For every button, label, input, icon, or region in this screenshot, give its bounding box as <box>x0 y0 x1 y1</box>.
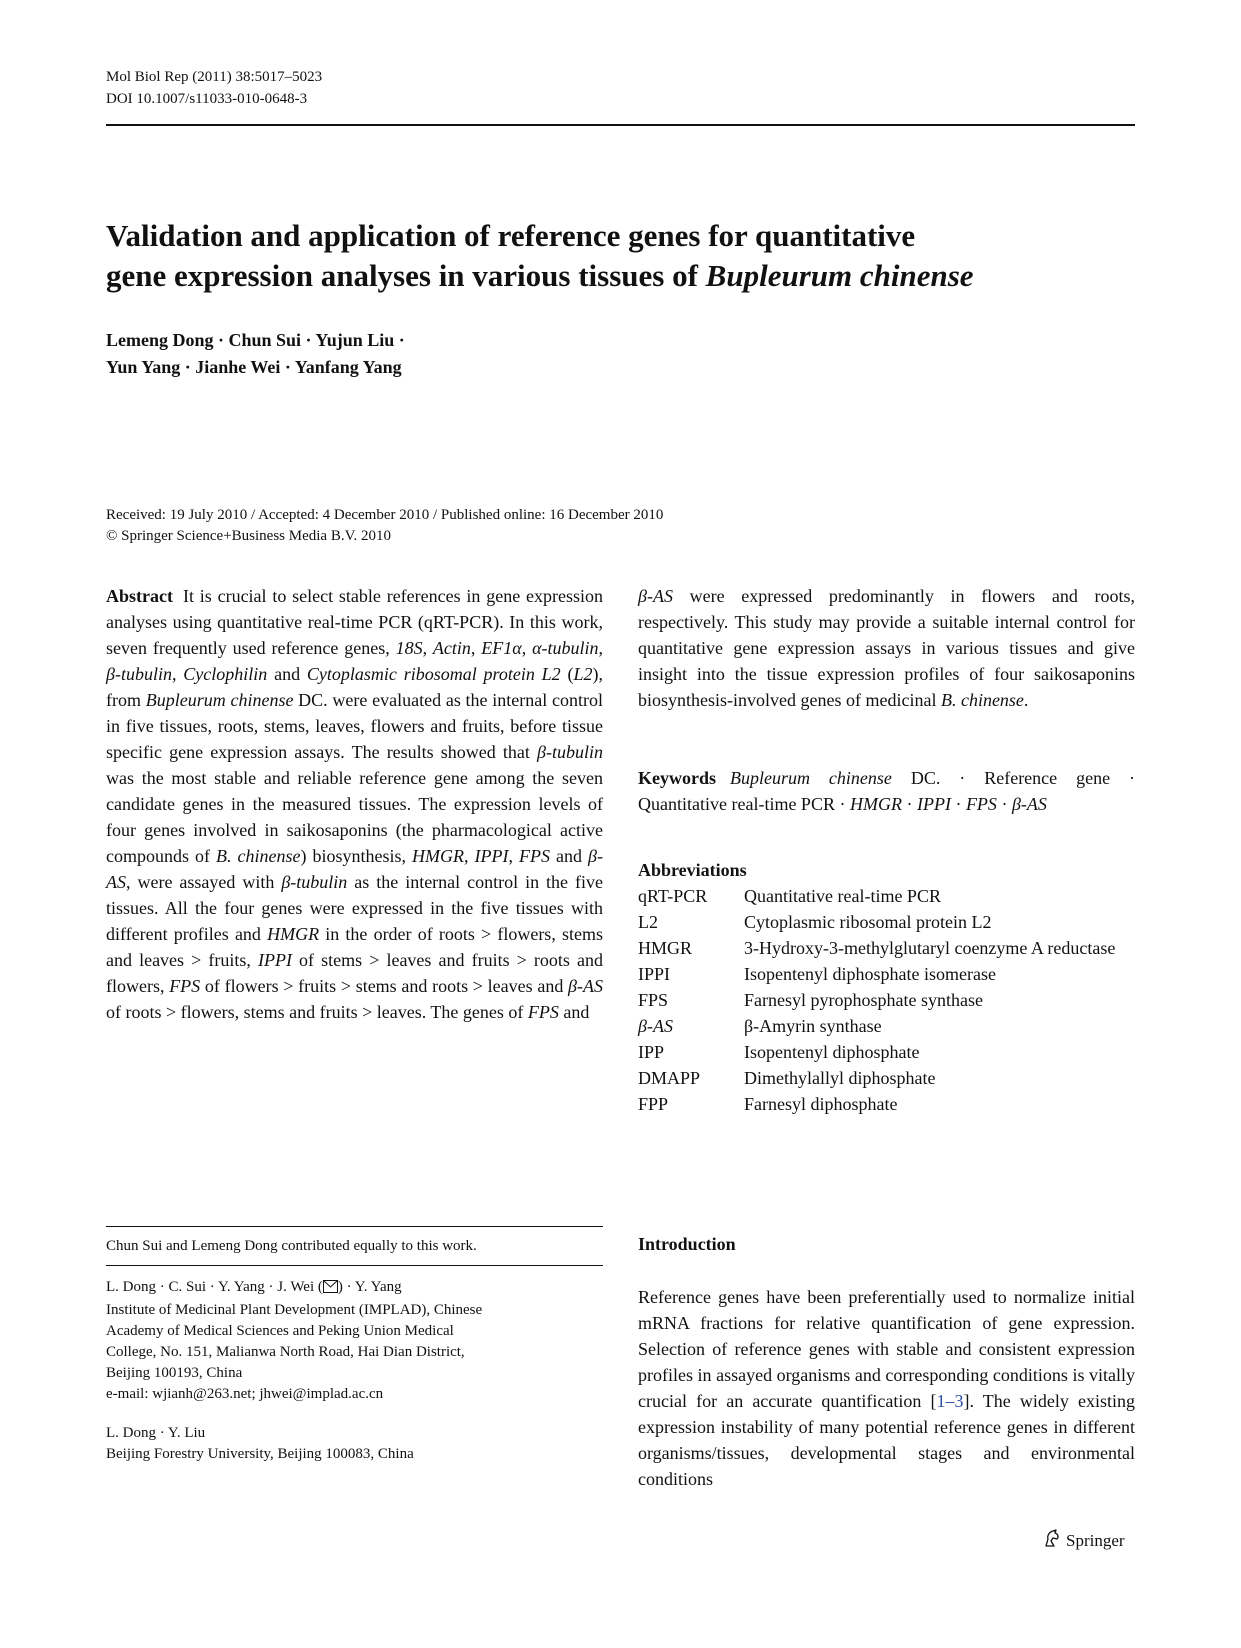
dates: Received: 19 July 2010 / Accepted: 4 December 2010 / Published online: 16 December 2010 <box>106 507 664 523</box>
header-rule <box>106 124 1135 126</box>
article-title <box>106 216 1135 296</box>
citation-link[interactable]: 1–3 <box>936 1391 964 1411</box>
abbreviation-row: β-AS β-Amyrin synthase <box>638 1016 882 1036</box>
journal-citation: Mol Biol Rep (2011) 38:5017–5023 <box>106 69 323 85</box>
envelope-icon <box>323 1279 338 1300</box>
footnote-rule-bottom <box>106 1265 603 1266</box>
abbreviations-list <box>638 883 1135 1117</box>
introduction-heading: Introduction <box>638 1234 736 1254</box>
abstract-label: Abstract <box>106 586 173 606</box>
abbreviation-row: DMAPP Dimethylallyl diphosphate <box>638 1068 936 1088</box>
keywords-label: Keywords <box>638 768 716 788</box>
title-line-1: Validation and application of reference genes for quantitative <box>106 218 916 253</box>
abstract-continued: β-AS were expressed predominantly in flowers and roots, respectively. This study may provide a suitable internal control for quantitative gene expression assays in various tissues and give insight into the tissue expression profiles of four saikosaponins biosynthesis-involved genes of medicinal B. chinense. <box>638 586 1135 710</box>
springer-knight-icon <box>1042 1528 1062 1553</box>
abbreviations-heading: Abbreviations <box>638 860 747 880</box>
email-addresses[interactable]: e-mail: wjianh@263.net; jhwei@implad.ac.cn <box>106 1386 384 1402</box>
abstract: Abstract It is crucial to select stable references in gene expression analyses using quantitative real-time PCR (qRT-PCR). In this work, seven frequently used reference genes, 18S, Actin, EF1α, α-tubulin, β-tubulin, Cyclophilin and Cytoplasmic ribosomal protein L2 (L2), from Bupleurum chinense DC. were evaluated as the internal control in five tissues, roots, stems, leaves, flowers and fruits, before tissue specific gene expression assays. The results showed that β-tubulin was the most stable and reliable reference gene among the seven candidate genes in the measured tissues. The expression levels of four genes involved in saikosaponins (the pharmacological active compounds of B. chinense) biosynthesis, HMGR, IPPI, FPS and β-AS, were assayed with β-tubulin as the internal control in the five tissues. All the four genes were expressed in the five tissues with different profiles and HMGR in the order of roots > flowers, stems and leaves > fruits, IPPI of stems > leaves and fruits > roots and flowers, FPS of flowers > fruits > stems and roots > leaves and β-AS of roots > flowers, stems and fruits > leaves. The genes of FPS and <box>106 586 604 1022</box>
affiliation-1: L. Dong · C. Sui · Y. Yang · J. Wei ( ) · Y. Yang Institute of Medicinal Plant Development (IMPLAD), Chinese Academy of Medical Sciences and Peking Union Medical College, No. 151, Malianwa North Road, Hai Dian District, Beijing 100193, China e-mail: wjianh@263.net; jhwei@implad.ac.cn <box>106 1277 603 1405</box>
publisher-name: Springer <box>1066 1530 1125 1550</box>
introduction-text: Reference genes have been preferentially used to normalize initial mRNA fractions for relative quantification of gene expression. Selection of reference genes with stable and consistent expression profiles in assayed organisms and corresponding conditions is vitally crucial for an accurate quantification [1–3]. The widely existing expression instability of many potential reference genes in different organisms/tissues, developmental stages and environmental conditions <box>638 1287 1136 1489</box>
publisher-logo <box>1042 1528 1125 1553</box>
keywords: Keywords Bupleurum chinense DC. · Reference gene · Quantitative real-time PCR · HMGR · IPPI · FPS · β-AS <box>638 768 1135 814</box>
footnote-rule-top <box>106 1226 603 1227</box>
doi: DOI 10.1007/s11033-010-0648-3 <box>106 91 308 107</box>
author-list: Lemeng Dong · Chun Sui · Yujun Liu · Yun Yang · Jianhe Wei · Yanfang Yang <box>106 330 405 377</box>
affiliation-2: L. Dong · Y. Liu Beijing Forestry University, Beijing 100083, China <box>106 1425 414 1462</box>
abbreviation-row: FPP Farnesyl diphosphate <box>638 1094 898 1114</box>
abbreviation-row: qRT-PCR Quantitative real-time PCR <box>638 886 941 906</box>
abbreviation-row: IPPI Isopentenyl diphosphate isomerase <box>638 964 996 984</box>
title-line-2: gene expression analyses in various tissues of Bupleurum chinense <box>106 258 974 293</box>
abbreviation-row: L2 Cytoplasmic ribosomal protein L2 <box>638 912 992 932</box>
species-name: Bupleurum chinense <box>705 258 974 293</box>
contribution-note: Chun Sui and Lemeng Dong contributed equally to this work. <box>106 1238 477 1254</box>
running-header <box>106 66 322 110</box>
copyright: © Springer Science+Business Media B.V. 2010 <box>106 528 391 544</box>
abbreviation-row: IPP Isopentenyl diphosphate <box>638 1042 920 1062</box>
abbreviation-row: FPS Farnesyl pyrophosphate synthase <box>638 990 983 1010</box>
publication-history <box>106 505 663 547</box>
abbreviation-row: HMGR 3-Hydroxy-3-methylglutaryl coenzyme A reductase <box>638 938 1116 958</box>
